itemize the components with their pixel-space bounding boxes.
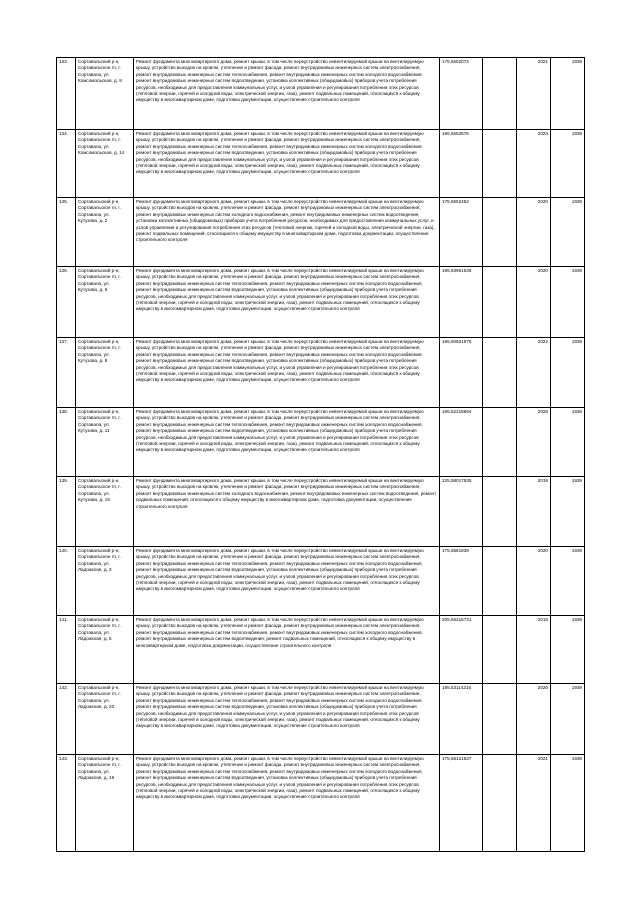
row-cost: 195,53114316: [440, 684, 483, 755]
row-built-year: 1938: [551, 408, 585, 477]
table-row: [57, 408, 585, 477]
row-year: 2019: [517, 616, 551, 684]
table-row: [57, 616, 585, 684]
row-cost: 195,53961536: [440, 267, 483, 338]
row-number: 139.: [57, 477, 76, 547]
row-cost: 175,5552074: [440, 58, 483, 130]
row-address: Сортавальский р-н, Сортавальское гп, г. Сортавала, ул. Ладожская, д. 20: [76, 684, 134, 755]
row-empty-cell: [483, 338, 517, 408]
row-empty-cell: [483, 684, 517, 755]
table-row: [57, 267, 585, 338]
row-empty-cell: [483, 267, 517, 338]
row-built-year: 1939: [551, 684, 585, 755]
row-cost: 225,58017935: [440, 477, 483, 547]
row-empty-cell: [483, 408, 517, 477]
row-number: 141.: [57, 616, 76, 684]
row-built-year: 1939: [551, 58, 585, 130]
row-built-year: 1939: [551, 338, 585, 408]
row-cost: 175,5561839: [440, 547, 483, 616]
row-works: Ремонт фундамента многоквартирного дома, ремонт крыши, в том числе переустройство невентилируемой крыши на вентилируемую крышу, устройство выходов на кровлю, утепление и ремонт фасада, ремонт внутридомовых инженерных систем электроснабжения, ремонт внутридомовых инженерных систем теплоснабжения, ремонт внутридомовых инженерных систем холодного водоснабжения, ремонт внутридомовых инженерных систем водоотведения, установка коллективных (общедомовых) приборов учета потребления ресурсов, необходимых для предоставления коммунальных услуг, и узлов управления и регулирования потребления этих ресурсов (тепловой энергии, горячей и холодной воды, электрической энергии, газа), ремонт подвальных помещений, относящихся к общему имуществу в многоквартирном доме, подготовка документации, осуществление строительного контроля: [134, 338, 440, 408]
row-address: Сортавальский р-н, Сортавальское гп, г. Сортавала, ул. Кутузова, д. 15: [76, 477, 134, 547]
row-address: Сортавальский р-н, Сортавальское гп, г. Сортавала, ул. Комсомольская, д. 14: [76, 130, 134, 198]
row-empty-cell: [483, 755, 517, 852]
row-works: Ремонт фундамента многоквартирного дома, ремонт крыши, в том числе переустройство невентилируемой крыши на вентилируемую крышу, устройство выходов на кровлю, утепление и ремонт фасада, ремонт внутридомовых инженерных систем электроснабжения, ремонт внутридомовых инженерных систем теплоснабжения, ремонт внутридомовых инженерных систем холодного водоснабжения, ремонт внутридомовых инженерных систем водоотведения, установка коллективных (общедомовых) приборов учета потребления ресурсов, необходимых для предоставления коммунальных услуг, и узлов управления и регулирования потребления этих ресурсов (тепловой энергии, горячей и холодной воды, электрической энергии, газа), ремонт подвальных помещений, относящихся к общему имуществу в многоквартирном доме, подготовка документации, осуществление строительного контроля: [134, 267, 440, 338]
row-number: 133.: [57, 58, 76, 130]
row-address: Сортавальский р-н, Сортавальское гп, г. Сортавала, ул. Кутузова, д. 8: [76, 338, 134, 408]
row-year: 2022: [517, 338, 551, 408]
document-page: [56, 57, 584, 852]
row-works: Ремонт фундамента многоквартирного дома, ремонт крыши, в том числе переустройство невентилируемой крыши на вентилируемую крышу, устройство выходов на кровлю, утепление и ремонт фасада, ремонт внутридомовых инженерных систем электроснабжения, ремонт внутридомовых инженерных систем теплоснабжения, ремонт внутридомовых инженерных систем холодного водоснабжения, ремонт внутридомовых инженерных систем водоотведения, установка коллективных (общедомовых) приборов учета потребления ресурсов, необходимых для предоставления коммунальных услуг, и узлов управления и регулирования потребления этих ресурсов (тепловой энергии, горячей и холодной воды, электрической энергии, газа), ремонт подвальных помещений, относящихся к общему имуществу в многоквартирном доме, подготовка документации, осуществление строительного контроля: [134, 755, 440, 852]
row-year: 2028: [517, 408, 551, 477]
row-year: 2020: [517, 547, 551, 616]
row-cost: 195,5552676: [440, 130, 483, 198]
table-row: [57, 58, 585, 130]
row-cost: 175,5552452: [440, 198, 483, 267]
row-year: 2020: [517, 267, 551, 338]
row-works: Ремонт фундамента многоквартирного дома, ремонт крыши, в том числе переустройство невентилируемой крыши на вентилируемую крышу, устройство выходов на кровлю, утепление и ремонт фасада, ремонт внутридомовых инженерных систем электроснабжения, ремонт внутридомовых инженерных систем теплоснабжения, ремонт внутридомовых инженерных систем холодного водоснабжения, ремонт внутридомовых инженерных систем водоотведения, установка коллективных (общедомовых) приборов учета потребления ресурсов, необходимых для предоставления коммунальных услуг, и узлов управления и регулирования потребления этих ресурсов (тепловой энергии, горячей и холодной воды, электрической энергии, газа), ремонт подвальных помещений, относящихся к общему имуществу в многоквартирном доме, подготовка документации, осуществление строительного контроля: [134, 58, 440, 130]
row-cost: 175,56121637: [440, 755, 483, 852]
row-works: Ремонт фундамента многоквартирного дома, ремонт крыши, в том числе переустройство невентилируемой крыши на вентилируемую крышу, устройство выходов на кровлю, утепление и ремонт фасада, ремонт внутридомовых инженерных систем электроснабжения, ремонт внутридомовых инженерных систем теплоснабжения, ремонт внутридомовых инженерных систем холодного водоснабжения, ремонт внутридомовых инженерных систем водоотведения, установка коллективных (общедомовых) приборов учета потребления ресурсов, необходимых для предоставления коммунальных услуг, и узлов управления и регулирования потребления этих ресурсов (тепловой энергии, горячей и холодной воды, электрической энергии, газа), ремонт подвальных помещений, относящихся к общему имуществу в многоквартирном доме, подготовка документации, осуществление строительного контроля: [134, 547, 440, 616]
row-year: 2020: [517, 198, 551, 267]
row-address: Сортавальский р-н, Сортавальское гп, г. Сортавала, ул. Кутузова, д. 11: [76, 408, 134, 477]
row-address: Сортавальский р-н, Сортавальское гп, г. Сортавала, ул. Кутузова, д. 6: [76, 267, 134, 338]
table-row: [57, 198, 585, 267]
row-year: 2019: [517, 477, 551, 547]
row-number: 140.: [57, 547, 76, 616]
row-built-year: 1939: [551, 547, 585, 616]
row-empty-cell: [483, 58, 517, 130]
row-number: 137.: [57, 338, 76, 408]
table-row: [57, 755, 585, 852]
table-row: [57, 130, 585, 198]
row-number: 134.: [57, 130, 76, 198]
row-year: 2021: [517, 58, 551, 130]
row-empty-cell: [483, 130, 517, 198]
row-built-year: 1939: [551, 616, 585, 684]
row-empty-cell: [483, 616, 517, 684]
row-built-year: 1939: [551, 267, 585, 338]
row-year: 2026: [517, 684, 551, 755]
row-address: Сортавальский р-н, Сортавальское гп, г. Сортавала, ул. Комсомольская, д. 8: [76, 58, 134, 130]
row-number: 143.: [57, 755, 76, 852]
row-number: 142.: [57, 684, 76, 755]
row-works: Ремонт фундамента многоквартирного дома, ремонт крыши, в том числе переустройство невентилируемой крыши на вентилируемую крышу, устройство выходов на кровлю, утепление и ремонт фасада, ремонт внутридомовых инженерных систем электроснабжения, ремонт внутридомовых инженерных систем холодного водоснабжения, ремонт внутридомовых инженерных систем водоотведения, ремонт подвальных помещений, относящихся к общему имуществу в многоквартирном доме, подготовка документации, осуществление строительного контроля: [134, 477, 440, 547]
row-year: 2023: [517, 130, 551, 198]
row-address: Сортавальский р-н, Сортавальское гп, г. Сортавала, ул. Ладожская, д. 5: [76, 616, 134, 684]
row-works: Ремонт фундамента многоквартирного дома, ремонт крыши, в том числе переустройство невентилируемой крыши на вентилируемую крышу, устройство выходов на кровлю, утепление и ремонт фасада, ремонт внутридомовых инженерных систем электроснабжения, ремонт внутридомовых инженерных систем теплоснабжения, ремонт внутридомовых инженерных систем холодного водоснабжения, ремонт внутридомовых инженерных систем водоотведения, установка коллективных (общедомовых) приборов учета потребления ресурсов, необходимых для предоставления коммунальных услуг, и узлов управления и регулирования потребления этих ресурсов (тепловой энергии, горячей и холодной воды, электрической энергии, газа), ремонт подвальных помещений, относящихся к общему имуществу в многоквартирном доме, подготовка документации, осуществление строительного контроля: [134, 408, 440, 477]
row-empty-cell: [483, 477, 517, 547]
row-number: 135.: [57, 198, 76, 267]
row-cost: 195,52318694: [440, 408, 483, 477]
row-built-year: 1938: [551, 755, 585, 852]
table-row: [57, 338, 585, 408]
row-works: Ремонт фундамента многоквартирного дома, ремонт крыши, в том числе переустройство невентилируемой крыши на вентилируемую крышу, устройство выходов на кровлю, утепление и ремонт фасада, ремонт внутридомовых инженерных систем электроснабжения, ремонт внутридомовых инженерных систем холодного водоснабжения, ремонт внутридомовых инженерных систем водоотведения, установка коллективных (общедомовых) приборов учета потребления ресурсов, необходимых для предоставления коммунальных услуг, и узлов управления и регулирования потребления этих ресурсов (тепловой энергии, горячей и холодной воды, электрической энергии, газа), ремонт подвальных помещений, относящихся к общему имуществу в многоквартирном доме, подготовка документации, осуществление строительного контроля: [134, 198, 440, 267]
row-address: Сортавальский р-н, Сортавальское гп, г. Сортавала, ул. Кутузова, д. 2: [76, 198, 134, 267]
row-works: Ремонт фундамента многоквартирного дома, ремонт крыши, в том числе переустройство невентилируемой крыши на вентилируемую крышу, устройство выходов на кровлю, утепление и ремонт фасада, ремонт внутридомовых инженерных систем электроснабжения, ремонт внутридомовых инженерных систем теплоснабжения, ремонт внутридомовых инженерных систем холодного водоснабжения, ремонт внутридомовых инженерных систем водоотведения, установка коллективных (общедомовых) приборов учета потребления ресурсов, необходимых для предоставления коммунальных услуг, и узлов управления и регулирования потребления этих ресурсов (тепловой энергии, горячей и холодной воды, электрической энергии, газа), ремонт подвальных помещений, относящихся к общему имуществу в многоквартирном доме, подготовка документации, осуществление строительного контроля: [134, 684, 440, 755]
row-number: 136.: [57, 267, 76, 338]
row-works: Ремонт фундамента многоквартирного дома, ремонт крыши, в том числе переустройство невентилируемой крыши на вентилируемую крышу, устройство выходов на кровлю, утепление и ремонт фасада, ремонт внутридомовых инженерных систем электроснабжения, ремонт внутридомовых инженерных систем теплоснабжения, ремонт внутридомовых инженерных систем холодного водоснабжения, ремонт внутридомовых инженерных систем водоотведения, ремонт подвальных помещений, относящихся к общему имуществу в многоквартирном доме, подготовка документации, осуществление строительного контроля: [134, 616, 440, 684]
row-cost: 205,56316731: [440, 616, 483, 684]
row-number: 138.: [57, 408, 76, 477]
table-row: [57, 477, 585, 547]
row-empty-cell: [483, 198, 517, 267]
row-works: Ремонт фундамента многоквартирного дома, ремонт крыши, в том числе переустройство невентилируемой крыши на вентилируемую крышу, устройство выходов на кровлю, утепление и ремонт фасада, ремонт внутридомовых инженерных систем электроснабжения, ремонт внутридомовых инженерных систем теплоснабжения, ремонт внутридомовых инженерных систем холодного водоснабжения, ремонт внутридомовых инженерных систем водоотведения, установка коллективных (общедомовых) приборов учета потребления ресурсов, необходимых для предоставления коммунальных услуг, и узлов управления и регулирования потребления этих ресурсов (тепловой энергии, горячей и холодной воды, электрической энергии, газа), ремонт подвальных помещений, относящихся к общему имуществу в многоквартирном доме, подготовка документации, осуществление строительного контроля: [134, 130, 440, 198]
table-row: [57, 684, 585, 755]
row-empty-cell: [483, 547, 517, 616]
row-year: 2021: [517, 755, 551, 852]
row-built-year: 1939: [551, 130, 585, 198]
row-cost: 195,50601975: [440, 338, 483, 408]
row-address: Сортавальский р-н, Сортавальское гп, г. Сортавала, ул. Ладожская, д. 19: [76, 755, 134, 852]
capital-repair-table: [56, 57, 585, 852]
row-built-year: 1939: [551, 477, 585, 547]
row-address: Сортавальский р-н, Сортавальское гп, г. Сортавала, ул. Ладожская, д. 3: [76, 547, 134, 616]
table-row: [57, 547, 585, 616]
row-built-year: 1939: [551, 198, 585, 267]
